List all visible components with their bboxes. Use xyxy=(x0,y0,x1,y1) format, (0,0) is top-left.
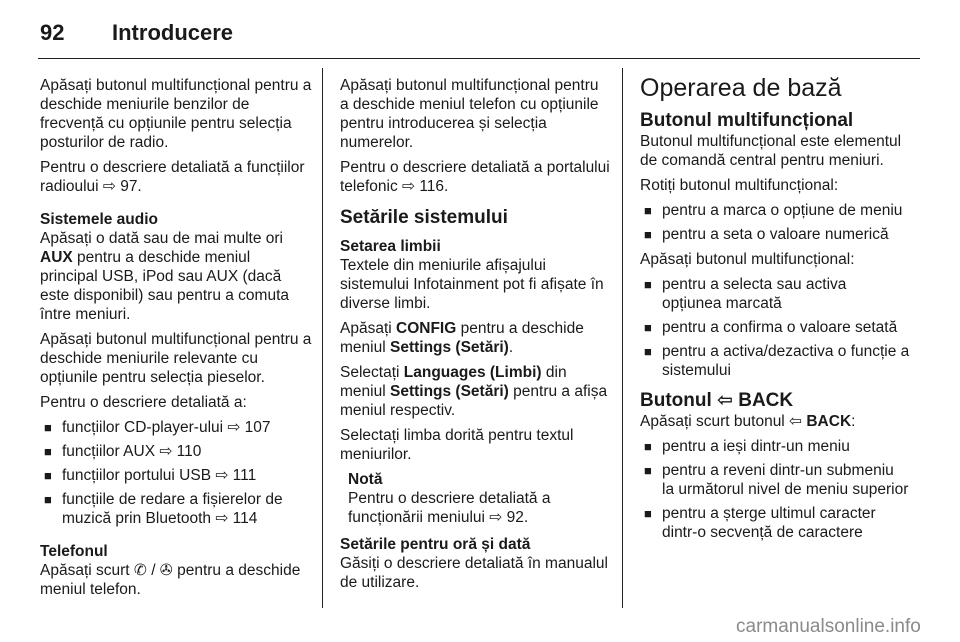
paragraph: Textele din meniurile afișajului sistemului Infotainment pot fi afișate în diverse limbi. xyxy=(340,257,604,312)
list-item: ■ funcțiilor AUX ⇨ 110 xyxy=(40,442,312,461)
settings-label: Settings (Setări) xyxy=(389,383,509,400)
note-title: Notă xyxy=(348,471,383,488)
heading-phone: Telefonul xyxy=(40,543,108,560)
heading-settings: Setările sistemului xyxy=(340,207,508,228)
paragraph: Selectați Languages (Limbi) din meniul Settings (Setări) pentru a afișa meniul respectiv. xyxy=(340,364,608,419)
list-item: ■ pentru a ieși dintr-un meniu xyxy=(640,437,910,456)
paragraph: Apăsați butonul multifuncțional: xyxy=(640,251,855,268)
paragraph: Rotiți butonul multifuncțional: xyxy=(640,177,839,194)
paragraph: Apăsați CONFIG pentru a deschide meniul Settings (Setări). xyxy=(340,320,584,356)
list-item: ■ funcțiilor CD-player-ului ⇨ 107 xyxy=(40,418,312,437)
settings-label: Settings (Setări) xyxy=(389,339,509,356)
list-item: ■ pentru a șterge ultimul caracter dintr-o secvență de caractere xyxy=(640,504,910,542)
column-divider-2 xyxy=(622,68,623,608)
paragraph: Apăsați o dată sau de mai multe ori AUX pentru a deschide meniul principal USB, iPod sau AUX (dacă este disponibil) sau pentru a comuta între meniuri. xyxy=(40,230,290,323)
paragraph: Apăsați butonul multifuncțional pentru a deschide meniul telefon cu opțiunile pentru introducerea și selecția numerelor. xyxy=(340,77,599,151)
list-item: ■ funcțiile de redare a fișierelor de muzică prin Bluetooth ⇨ 114 xyxy=(40,490,312,528)
list-item: ■ pentru a seta o valoare numerică xyxy=(640,225,910,244)
paragraph: Apăsați scurt butonul ⇦ BACK: xyxy=(640,413,856,430)
heading-basic-operation: Operarea de bază xyxy=(640,74,842,102)
note-text: Pentru o descriere detaliată a funcționării meniului ⇨ 92. xyxy=(348,490,551,526)
list-item: ■ pentru a selecta sau activa opțiunea marcată xyxy=(640,275,910,313)
list-item: ■ pentru a marca o opțiune de meniu xyxy=(640,201,910,220)
footer-watermark: carmanualsonline.info xyxy=(736,616,921,637)
column-3 xyxy=(640,74,910,548)
heading-back: Butonul ⇦ BACK xyxy=(640,390,794,411)
page-number: 92 xyxy=(40,20,65,45)
column-divider-1 xyxy=(322,68,323,608)
back-label: BACK xyxy=(806,413,852,430)
paragraph: Pentru o descriere detaliată a portalului telefonic ⇨ 116. xyxy=(340,159,610,195)
languages-label: Languages (Limbi) xyxy=(403,364,542,381)
bullet-list xyxy=(40,418,312,528)
paragraph: Butonul multifuncțional este elementul de comandă central pentru meniuri. xyxy=(640,133,902,169)
paragraph: Apăsați scurt ✆ / ✇ pentru a deschide meniul telefon. xyxy=(40,562,301,598)
page-header xyxy=(40,20,233,46)
config-label: CONFIG xyxy=(396,320,457,337)
heading-language: Setarea limbii xyxy=(340,238,441,255)
list-item: ■ funcțiilor portului USB ⇨ 111 xyxy=(40,466,312,485)
list-item: ■ pentru a reveni dintr-un submeniu la următorul nivel de meniu superior xyxy=(640,461,910,499)
paragraph: Găsiți o descriere detaliată în manualul de utilizare. xyxy=(340,555,608,591)
heading-audio: Sistemele audio xyxy=(40,211,159,228)
paragraph: Apăsați butonul multifuncțional pentru a deschide meniurile relevante cu opțiunile pentru selecția pieselor. xyxy=(40,331,312,386)
paragraph: Pentru o descriere detaliată a: xyxy=(40,394,247,411)
bullet-list xyxy=(640,437,910,542)
aux-label: AUX xyxy=(40,249,73,266)
paragraph: Apăsați butonul multifuncțional pentru a deschide meniurile benzilor de frecvență cu opțiunile pentru selecția posturilor de radio. xyxy=(40,77,312,151)
list-item: ■ pentru a activa/dezactiva o funcție a sistemului xyxy=(640,342,910,380)
column-2 xyxy=(340,76,610,598)
header-rule xyxy=(38,58,920,59)
bullet-list xyxy=(640,201,910,244)
column-1 xyxy=(40,76,312,605)
heading-time: Setările pentru oră și dată xyxy=(340,536,531,553)
paragraph: Pentru o descriere detaliată a funcțiilor radioului ⇨ 97. xyxy=(40,159,305,195)
paragraph: Selectați limba dorită pentru textul meniurilor. xyxy=(340,427,574,463)
list-item: ■ pentru a confirma o valoare setată xyxy=(640,318,910,337)
bullet-list xyxy=(640,275,910,380)
heading-multifunction: Butonul multifuncțional xyxy=(640,110,854,131)
note-box xyxy=(340,470,610,527)
page-title: Introducere xyxy=(112,20,234,45)
